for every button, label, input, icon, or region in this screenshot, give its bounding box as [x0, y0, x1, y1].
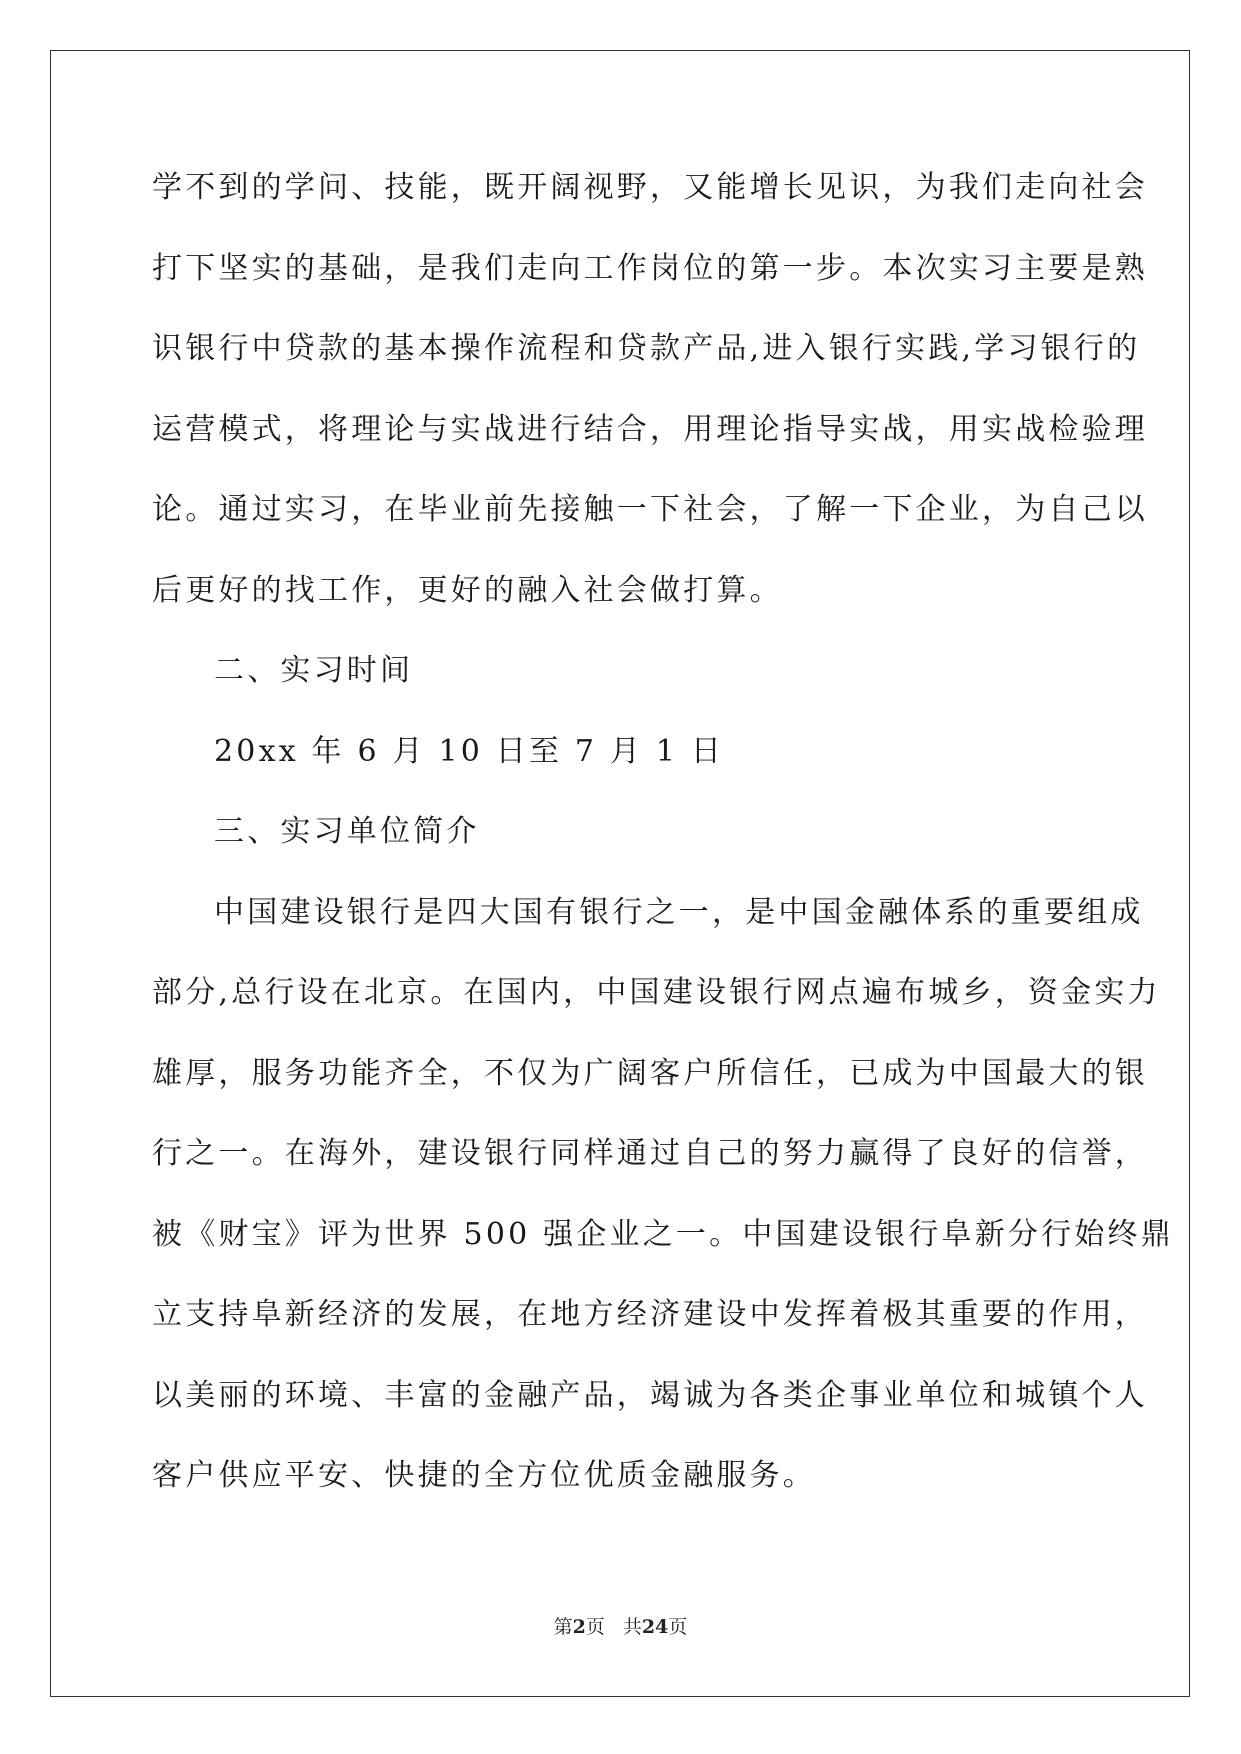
paragraph-line: 论。通过实习，在毕业前先接触一下社会，了解一下企业，为自己以 — [152, 492, 1148, 527]
footer-total-suffix: 页 — [668, 1616, 688, 1638]
footer-total-pages: 24 — [641, 1616, 669, 1638]
paragraph-line: 打下坚实的基础，是我们走向工作岗位的第一步。本次实习主要是熟 — [152, 250, 1148, 286]
section-heading-internship-time: 二、实习时间 — [214, 653, 414, 688]
paragraph-line: 中国建设银行是四大国有银行之一，是中国金融体系的重要组成 — [214, 894, 1144, 930]
paragraph-line: 运营模式，将理论与实战进行结合，用理论指导实战，用实战检验理 — [152, 411, 1148, 447]
page-footer — [0, 1612, 1241, 1639]
paragraph-line: 后更好的找工作，更好的融入社会做打算。 — [152, 572, 783, 608]
paragraph-line: 学不到的学问、技能，既开阔视野，又能增长见识，为我们走向社会 — [152, 170, 1148, 205]
internship-date-range: 20xx 年 6 月 10 日至 7 月 1 日 — [214, 733, 725, 769]
footer-total-prefix: 共 — [622, 1616, 642, 1638]
footer-page-number: 2 — [572, 1616, 586, 1638]
paragraph-line: 立支持阜新经济的发展，在地方经济建设中发挥着极其重要的作用， — [152, 1297, 1148, 1332]
footer-page-suffix: 页 — [585, 1616, 605, 1638]
document-body — [152, 160, 1174, 1529]
paragraph-line: 雄厚，服务功能齐全，不仅为广阔客户所信任，已成为中国最大的银 — [152, 1055, 1148, 1091]
footer-page-prefix: 第 — [553, 1616, 573, 1638]
section-heading-unit-intro: 三、实习单位简介 — [214, 814, 480, 849]
paragraph-line: 识银行中贷款的基本操作流程和贷款产品,进入银行实践,学习银行的 — [152, 331, 1141, 366]
paragraph-line: 客户供应平安、快捷的全方位优质金融服务。 — [152, 1458, 816, 1493]
paragraph-line: 行之一。在海外，建设银行同样通过自己的努力赢得了良好的信誉， — [152, 1136, 1148, 1171]
paragraph-line: 以美丽的环境、丰富的金融产品，竭诚为各类企事业单位和城镇个人 — [152, 1377, 1148, 1413]
paragraph-line: 部分,总行设在北京。在国内，中国建设银行网点遍布城乡，资金实力 — [152, 975, 1161, 1010]
paragraph-line: 被《财宝》评为世界 500 强企业之一。中国建设银行阜新分行始终鼎 — [152, 1216, 1174, 1252]
